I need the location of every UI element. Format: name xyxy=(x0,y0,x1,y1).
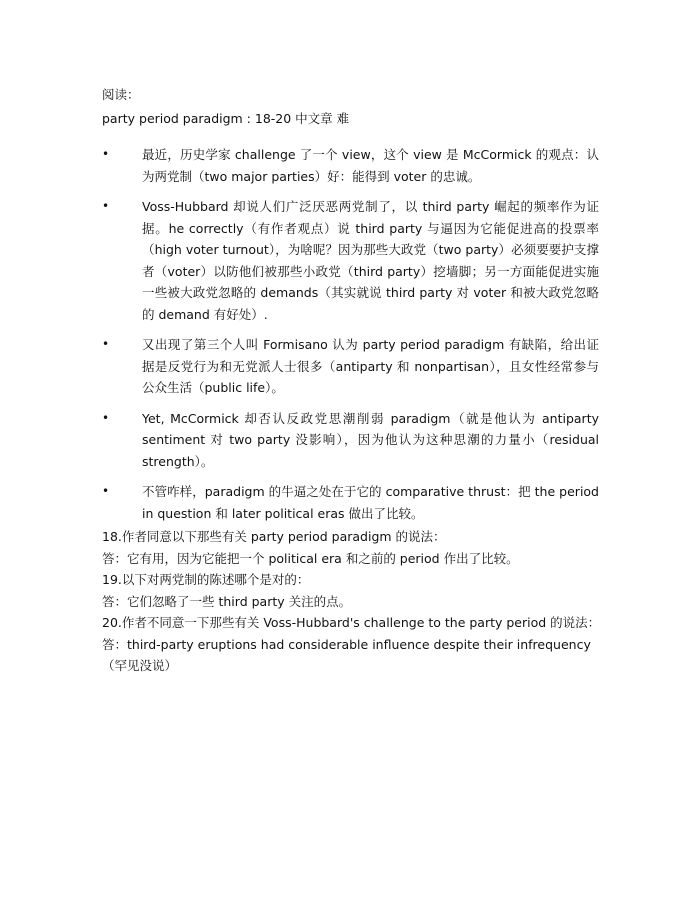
answer-20-note: （罕见没说） xyxy=(102,658,178,673)
bullet-text-content: 不管咋样，paradigm 的牛逼之处在于它的 comparative thrust：把 the period in question 和 later political eras 做出了比较。 xyxy=(142,484,599,521)
summary-bullet xyxy=(102,334,599,399)
bullet-mark: • xyxy=(102,337,110,351)
summary-bullet xyxy=(102,196,599,325)
bullet-text xyxy=(142,408,599,473)
topic-line: party period paradigm : 18-20 中文章 难 xyxy=(102,111,350,126)
bullet-text-content: 又出现了第三个人叫 Formisano 认为 party period paradigm 有缺陷，给出证据是反党行为和无党派人士很多（antiparty 和 nonpartisan），且女性经常参与公众生活（public life）。 xyxy=(142,337,599,395)
bullet-mark: • xyxy=(102,484,110,498)
bullet-text xyxy=(142,144,599,187)
bullet-text-content: Yet, McCormick 却否认反政党思潮削弱 paradigm（就是他认为 antiparty sentiment 对 two party 没影响），因为他认为这种思潮的力量小（residual strength）。 xyxy=(142,410,599,469)
bullet-mark: • xyxy=(102,410,110,425)
question-18: 18.作者同意以下那些有关 party period paradigm 的说法： xyxy=(102,529,446,544)
bullet-text xyxy=(142,481,599,524)
summary-bullet xyxy=(102,144,599,187)
summary-bullet xyxy=(102,408,599,473)
bullet-mark: • xyxy=(102,199,110,213)
question-answer-section xyxy=(102,526,599,677)
bullet-mark: • xyxy=(102,147,110,161)
summary-bullet xyxy=(102,481,599,524)
answer-20: 答：third-party eruptions had considerable influence despite their infrequency xyxy=(102,636,591,652)
question-19: 19.以下对两党制的陈述哪个是对的： xyxy=(102,572,310,587)
reading-label: 阅读： xyxy=(102,87,140,102)
answer-18: 答：它有用，因为它能把一个 political era 和之前的 period 作出了比较。 xyxy=(102,550,519,566)
bullet-text-content: Voss-Hubbard 却说人们广泛厌恶两党制了，以 third party 崛起的频率作为证据。he correctly（有作者观点）说 third party 与逼因为它能促进高的投票率（high voter turnout），为啥呢？因为那些大政党（two party）必须要要护支撑者（voter）以防他们被那些小政党（third party）挖墙脚；另一方面能促进实施一些被大政党忽略的 demands（其实就说 third party 对 voter 和被大政党忽略的 demand 有好处）. xyxy=(142,199,599,322)
bullet-text xyxy=(142,334,599,399)
summary-bullet-list xyxy=(102,144,599,524)
answer-19: 答：它们忽略了一些 third party 关注的点。 xyxy=(102,593,352,609)
bullet-text-content: 最近，历史学家 challenge 了一个 view，这个 view 是 McCormick 的观点：认为两党制（two major parties）好：能得到 voter 的忠诚。 xyxy=(142,147,599,184)
question-20: 20.作者不同意一下那些有关 Voss-Hubbard's challenge to the party period 的说法： xyxy=(102,615,601,630)
bullet-text xyxy=(142,196,599,325)
document-content xyxy=(102,84,599,677)
